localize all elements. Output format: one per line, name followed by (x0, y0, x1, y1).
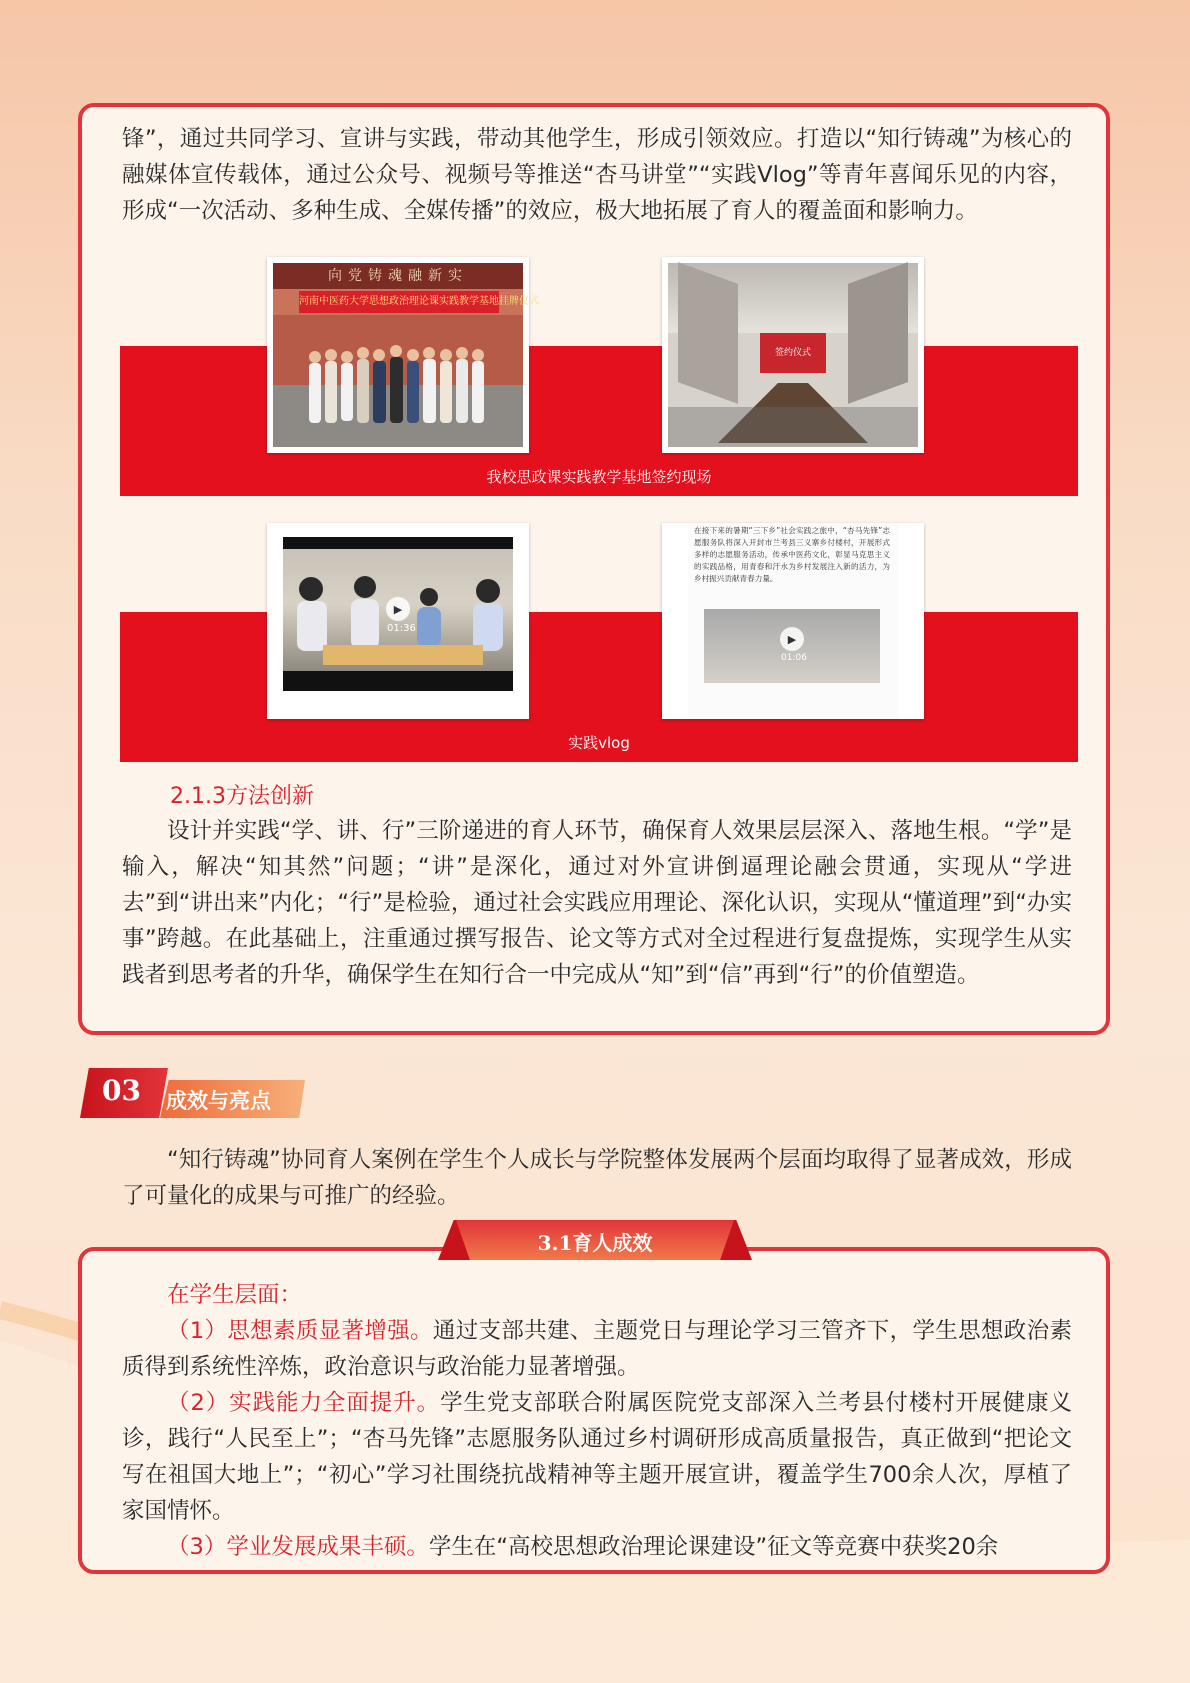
play-icon[interactable]: ▶ (386, 597, 410, 621)
article-screenshot (662, 523, 924, 719)
photo-caption-2: 实践vlog (568, 734, 630, 752)
subsection-tab-label: 3.1育人成效 (537, 1231, 653, 1255)
play-icon[interactable]: ▶ (780, 627, 804, 651)
item1-text: 通过支部共建、主题党日与理论学习三管齐下，学生思想政治素质得到系统性淬炼，政治意识与政治能力显著增强。 (122, 1318, 1072, 1380)
photo-band-1 (120, 346, 1078, 496)
video-frame-clinic (704, 609, 880, 683)
photo-caption-1: 我校思政课实践教学基地签约现场 (486, 468, 712, 486)
intro-paragraph: 锋”，通过共同学习、宣讲与实践，带动其他学生，形成引领效应。打造以“知行铸魂”为核心的融媒体宣传载体，通过公众号、视频号等推送“杏马讲堂”“实践Vlog”等青年喜闻乐见的内容，形成“一次活动、多种生成、全媒传播”的效应，极大地拓展了育人的覆盖面和影响力。 (122, 126, 1072, 224)
video-screenshot-1 (267, 523, 529, 719)
section-03-header (80, 1068, 310, 1118)
ceremony-banner: 河南中医药大学思想政治理论课实践教学基地挂牌仪式 (299, 291, 499, 313)
plaque-sign: 向党铸魂融新实 (273, 263, 523, 289)
article-text: 在接下来的暑期“三下乡”社会实践之旅中，“杏马先锋”志愿服务队将深入开封市兰考县三义寨乡付楼村，开展形式多样的志愿服务活动，传承中医药文化，彰显马克思主义的实践品格，用青春和汗水为乡村发展注入新的活力，为乡村振兴贡献青春力量。 (694, 526, 890, 583)
content-box-1 (78, 103, 1110, 1035)
group-people-figures (273, 333, 523, 447)
video-duration-1: 01:36 (387, 623, 416, 634)
section-title: 成效与亮点 (166, 1088, 271, 1113)
section-number: 03 (102, 1074, 141, 1107)
item3-text: 学生在“高校思想政治理论课建设”征文等竞赛中获奖20余 (428, 1534, 999, 1560)
section-213-paragraph: 设计并实践“学、讲、行”三阶递进的育人环节，确保育人效果层层深入、落地生根。“学”是输入，解决“知其然”问题；“讲”是深化，通过对外宣讲倒逼理论融会贯通，实现从“学进去”到“讲出来”内化；“行”是检验，通过社会实践应用理论、深化认识，实现从“懂道理”到“办实事”跨越。在此基础上，注重通过撰写报告、论文等方式对全过程进行复盘提炼，实现学生从实践者到思考者的升华，确保学生在知行合一中完成从“知”到“信”再到“行”的价值塑造。 (122, 818, 1072, 988)
student-level-content (122, 1277, 1072, 1565)
section-213-title: 2.1.3方法创新 (170, 784, 314, 809)
photo-signing-group (267, 257, 539, 453)
photo-meeting-room (662, 257, 924, 453)
meeting-screen: 签约仪式 (760, 333, 826, 373)
photo-band-2 (120, 612, 1078, 762)
item2-label: （2）实践能力全面提升。 (167, 1390, 441, 1416)
student-level-heading: 在学生层面： (167, 1282, 303, 1308)
item1-label: （1）思想素质显著增强。 (167, 1318, 433, 1344)
video-duration-2: 01:06 (781, 653, 807, 663)
section-03-intro: “知行铸魂”协同育人案例在学生个人成长与学院整体发展两个层面均取得了显著成效，形成了可量化的成果与可推广的经验。 (122, 1147, 1072, 1209)
content-box-2 (78, 1247, 1110, 1574)
item3-label: （3）学业发展成果丰硕。 (167, 1534, 429, 1560)
subsection-tab (438, 1220, 752, 1260)
item2-text: 学生党支部联合附属医院党支部深入兰考县付楼村开展健康义诊，践行“人民至上”；“杏马先锋”志愿服务队通过乡村调研形成高质量报告，真正做到“把论文写在祖国大地上”；“初心”学习社围绕抗战精神等主题开展宣讲，覆盖学生700余人次，厚植了家国情怀。 (122, 1390, 1072, 1524)
